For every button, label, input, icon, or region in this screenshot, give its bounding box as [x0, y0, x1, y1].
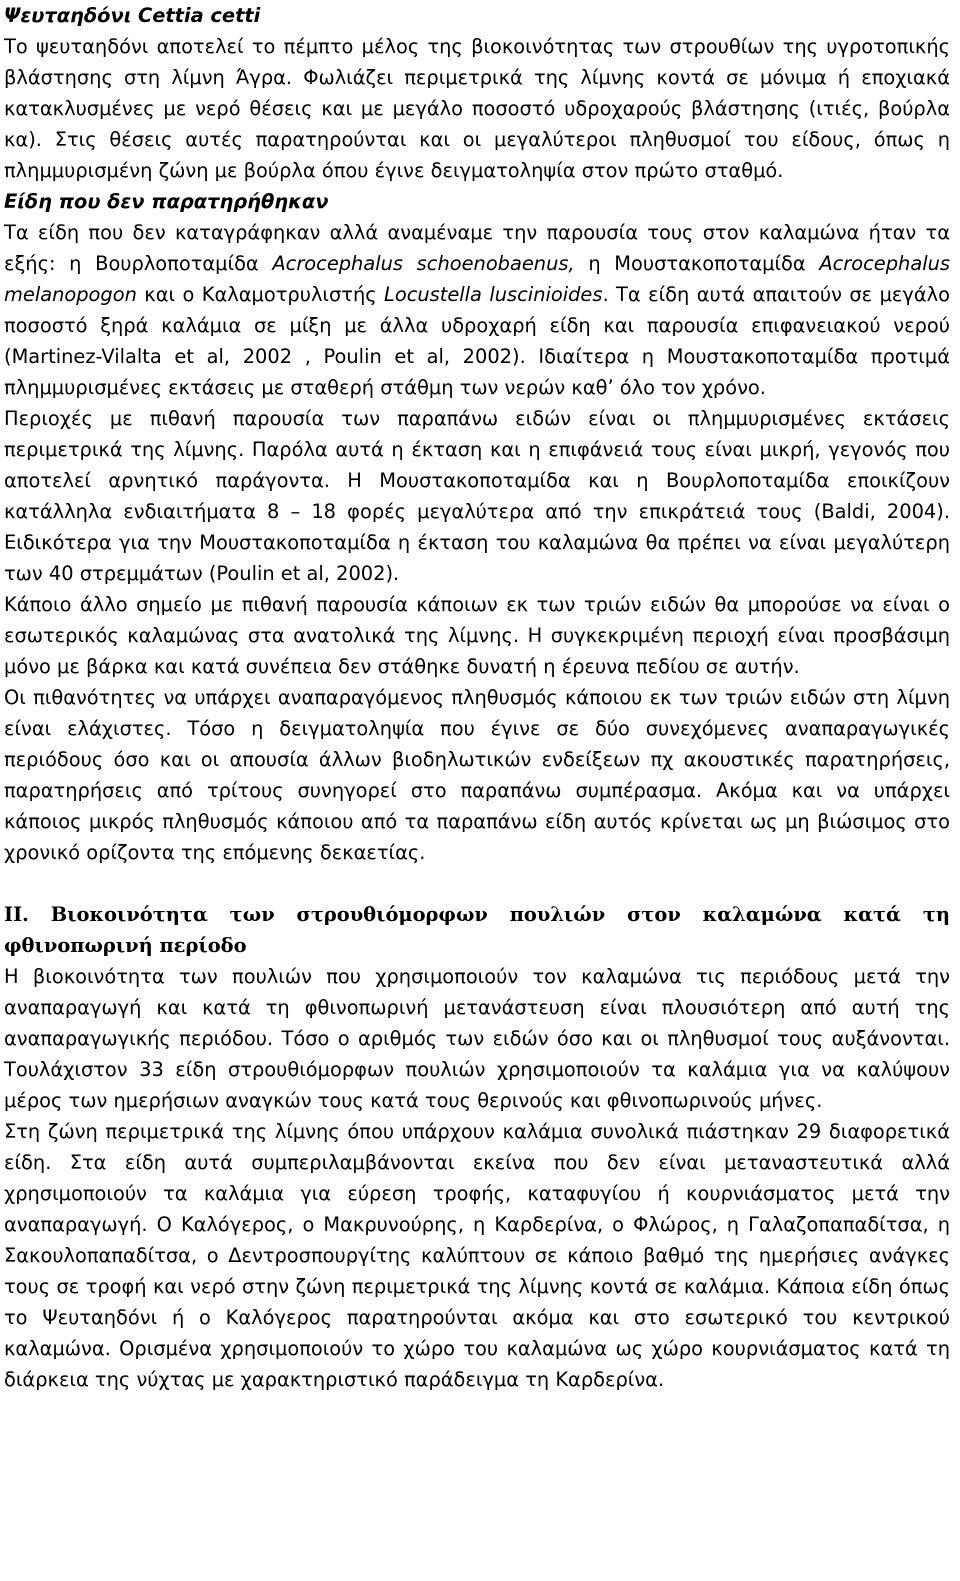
text-run: Το ψευταηδόνι αποτελεί το πέμπτο μέλος της βιοκοινότητας των στρουθίων της υγροτοπικής βλάστησης στη λίμνη Άγρα. Φωλιάζει περιμετρικά της λίμνης κοντά σε μόνιμα ή εποχιακά κατακλυσμένες με νερό θέσεις και με μεγάλο ποσοστό υδροχαρούς βλάστησης (ιτιές, βούρλα κα). Στις θέσεις αυτές παρατηρούνται και οι μεγαλύτεροι πληθυσμοί του είδους, όπως η πλημμυρισμένη ζώνη με βούρλα όπου έγινε δειγματοληψία στον πρώτο σταθμό.	[4, 35, 950, 182]
paragraph-breeding-population	[4, 682, 950, 868]
blank-line	[4, 868, 950, 899]
text-run: Τα είδη που δεν καταγράφηκαν αλλά αναμέναμε την παρουσία τους στον καλαμώνα ήταν τα εξής: η Βουρλοποταμίδα	[4, 221, 950, 275]
species-name: Locustella luscinioides	[384, 283, 603, 306]
species-name: Acrocephalus melanopogon	[4, 252, 950, 306]
text-run: Κάποιο άλλο σημείο με πιθανή παρουσία κάποιων εκ των τριών ειδών θα μπορούσε να είναι ο εσωτερικός καλαμώνας στα ανατολικά της λίμνης. Η συγκεκριμένη περιοχή είναι προσβάσιμη μόνο με βάρκα και κατά συνέπεια δεν στάθηκε δυνατή η έρευνα πεδίου σε αυτήν.	[4, 593, 950, 678]
heading-species-not-observed	[4, 186, 950, 217]
text-run: και ο Καλαμοτρυλιστής	[136, 283, 385, 306]
paragraph-possible-areas	[4, 403, 950, 589]
paragraph-inner-reedbed	[4, 589, 950, 682]
text-run: Στη ζώνη περιμετρικά της λίμνης όπου υπάρχουν καλάμια συνολικά πιάστηκαν 29 διαφορετικά είδη. Στα είδη αυτά συμπεριλαμβάνονται εκείνα που δεν είναι μεταναστευτικά αλλά χρησιμοποιούν τα καλάμια για εύρεση τροφής, καταφυγίου ή κουρνιάσματος μετά την αναπαραγωγή. Ο Καλόγερος, ο Μακρυνούρης, η Καρδερίνα, ο Φλώρος, η Γαλαζοπαπαδίτσα, η Σακουλοπαπαδίτσα, ο Δεντροσπουργίτης καλύπτουν σε κάποιο βαθμό της ημερήσιες ανάγκες τους σε τροφή και νερό στην ζώνη περιμετρικά της λίμνης κοντά σε καλάμια. Κάποια είδη όπως το Ψευταηδόνι ή ο Καλόγερος παρατηρούνται ακόμα και στο εσωτερικό του κεντρικού καλαμώνα. Ορισμένα χρησιμοποιούν το χώρο του καλαμώνα ως χώρο κουρνιάσματος κατά τη διάρκεια της νύχτας με χαρακτηριστικό παράδειγμα τη Καρδερίνα.	[4, 1120, 950, 1391]
paragraph-autumn-community	[4, 961, 950, 1116]
text-run: Η βιοκοινότητα των πουλιών που χρησιμοποιούν τον καλαμώνα τις περιόδους μετά την αναπαραγωγή και κατά τη φθινοπωρινή μετανάστευση είναι πλουσιότερη από αυτή της αναπαραγωγικής περιόδου. Τόσο ο αριθμός των ειδών όσο και οι πληθυσμοί τους αυξάνονται. Τουλάχιστον 33 είδη στρουθιόμορφων πουλιών χρησιμοποιούν τα καλάμια για να καλύψουν μέρος των ημερήσιων αναγκών τους κατά τους θερινούς και φθινοπωρινούς μήνες.	[4, 965, 950, 1112]
text-run: η Μουστακοποταμίδα	[574, 252, 820, 275]
section-title-autumn	[4, 899, 950, 961]
species-name: Acrocephalus schoenobaenus,	[272, 252, 575, 275]
text-run: Είδη που δεν παρατηρήθηκαν	[4, 190, 329, 213]
text-run: Περιοχές με πιθανή παρουσία των παραπάνω ειδών είναι οι πλημμυρισμένες εκτάσεις περιμετρικά της λίμνης. Παρόλα αυτά η έκταση και η επιφάνειά τους είναι μικρή, γεγονός που αποτελεί αρνητικό παράγοντα. Η Μουστακοποταμίδα και η Βουρλοποταμίδα εποικίζουν κατάλληλα ενδιαιτήματα 8 – 18 φορές μεγαλύτερα από την επικράτειά τους (Baldi, 2004). Ειδικότερα για την Μουστακοποταμίδα η έκταση του καλαμώνα θα πρέπει να είναι μεγαλύτερη των 40 στρεμμάτων (Poulin et al, 2002).	[4, 407, 950, 585]
text-run: . Τα είδη αυτά απαιτούν σε μεγάλο ποσοστό ξηρά καλάμια σε μίξη με άλλα υδροχαρή είδη και παρουσία επιφανειακού νερού (Martinez-Vilalta et al, 2002 , Poulin et al, 2002). Ιδιαίτερα η Μουστακοποταμίδα προτιμά πλημμυρισμένες εκτάσεις με σταθερή στάθμη των νερών καθ’ όλο τον χρόνο.	[4, 283, 951, 399]
heading-cettia-cetti	[4, 0, 950, 31]
paragraph-species-not-recorded	[4, 217, 950, 403]
text-run: Ψευταηδόνι Cettia cetti	[4, 4, 261, 27]
paragraph-perimeter-zone	[4, 1116, 950, 1395]
text-run: Οι πιθανότητες να υπάρχει αναπαραγόμενος πληθυσμός κάποιου εκ των τριών ειδών στη λίμνη είναι ελάχιστες. Τόσο η δειγματοληψία που έγινε σε δύο συνεχόμενες αναπαραγωγικές περιόδους όσο και οι απουσία άλλων βιοδηλωτικών ενδείξεων πχ ακουστικές παρατηρήσεις, παρατηρήσεις από τρίτους συνηγορεί στο παραπάνω συμπέρασμα. Ακόμα και να υπάρχει κάποιος μικρός πληθυσμός κάποιου από τα παραπάνω είδη αυτός κρίνεται ως μη βιώσιμος στο χρονικό ορίζοντα της επόμενης δεκαετίας.	[4, 686, 950, 864]
paragraph-cettia-cetti	[4, 31, 950, 186]
text-run: II. Βιοκοινότητα των στρουθιόμορφων πουλιών στον καλαμώνα κατά τη φθινοπωρινή περίοδο	[4, 903, 950, 957]
document-page	[4, 0, 950, 1395]
